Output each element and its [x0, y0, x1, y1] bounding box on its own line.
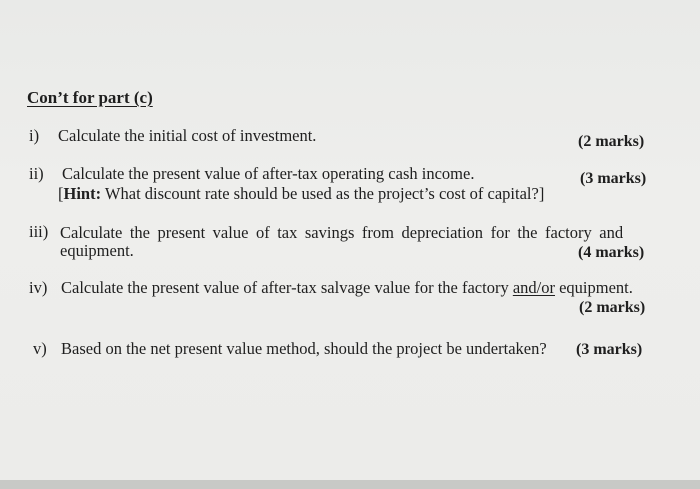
page-edge	[0, 480, 700, 489]
question-number: iv)	[29, 278, 48, 297]
hint-text: What discount rate should be used as the project’s cost of capital?]	[101, 184, 545, 203]
underlined-term: and/or	[512, 278, 555, 297]
question-text: Calculate the initial cost of investment.	[58, 126, 317, 145]
marks-label: (3 marks)	[580, 170, 647, 187]
question-number: iii)	[29, 222, 49, 241]
marks-label: (2 marks)	[579, 299, 646, 316]
hint-bracket: [	[58, 184, 64, 203]
question-text: Calculate the present value of tax savings from depreciation for the factory and	[60, 223, 624, 242]
section-heading: Con’t for part (c)	[27, 88, 153, 107]
hint-line	[58, 184, 544, 203]
question-text	[61, 278, 633, 297]
question-number: ii)	[29, 164, 44, 183]
question-text: Based on the net present value method, should the project be undertaken?	[61, 339, 547, 358]
question-number: i)	[29, 126, 40, 145]
hint-label: Hint:	[63, 184, 102, 203]
question-text: Calculate the present value of after-tax operating cash income.	[62, 164, 475, 183]
question-text-part: Calculate the present value of after-tax salvage value for the factory	[61, 278, 513, 297]
question-text-part: equipment.	[554, 278, 633, 297]
question-text-continued: equipment.	[60, 241, 134, 260]
marks-label: (3 marks)	[576, 341, 643, 358]
question-number: v)	[33, 339, 47, 358]
marks-label: (2 marks)	[578, 133, 645, 150]
marks-label: (4 marks)	[578, 244, 645, 261]
